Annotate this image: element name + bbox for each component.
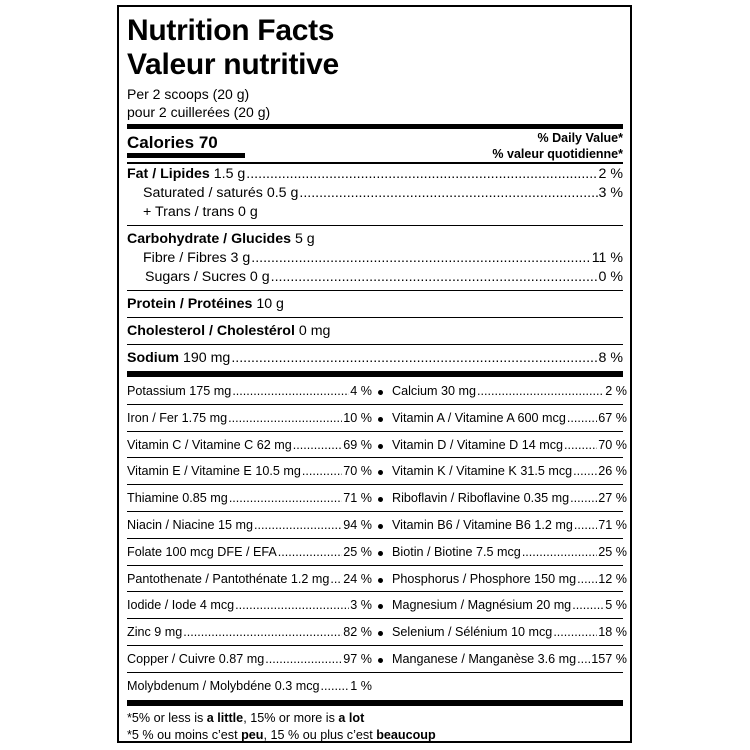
footnote-text: , 15 % ou plus c’est [263,728,377,742]
micronutrient-dv: 27 % [598,491,627,506]
leader-dots [278,545,342,559]
micronutrient-left [127,598,372,612]
leader-dots [572,598,604,612]
micronutrient-label: Iron / Fer 1.75 mg [127,410,228,425]
micronutrient-label: Phosphorus / Phosphore 150 mg [392,571,577,586]
micronutrient-label: Biotin / Biotine 7.5 mcg [392,544,521,559]
leader-dots [265,652,342,666]
micronutrient-right [392,384,627,398]
micronutrient-label: Pantothenate / Pantothénate 1.2 mg [127,571,330,586]
nutrient-dv: 8 % [598,350,623,366]
divider [127,317,623,318]
leader-dots [235,598,349,612]
micronutrient-row [127,673,623,700]
leader-dots [254,518,342,532]
nutrient-row-fat [127,166,623,182]
thick-rule-top [127,124,623,129]
nutrient-dv: 3 % [598,185,623,201]
micronutrient-dv: 12 % [598,571,627,586]
leader-dots [577,572,597,586]
leader-dots [553,625,597,639]
calories-label: Calories [127,133,195,152]
micronutrient-dv: 25 % [343,544,372,559]
nutrient-label: Saturated / saturés [143,185,263,201]
thick-rule-micros [127,371,623,377]
bullet-separator [378,658,383,663]
leader-dots [570,491,597,505]
micronutrient-dv: 25 % [598,544,627,559]
micronutrient-right [392,518,627,532]
micronutrient-dv: 94 % [343,518,372,532]
micronutrient-left [127,572,372,586]
micronutrient-row [127,619,627,646]
footnote-fr [127,727,623,744]
nutrient-amount: 3 g [230,250,251,266]
nutrient-row-sodium [127,350,623,366]
title-en: Nutrition Facts [127,14,335,47]
leader-dots [231,350,597,366]
micronutrient-label: Copper / Cuivre 0.87 mg [127,652,265,666]
micronutrient-row [127,378,627,405]
micronutrient-dv: 24 % [343,571,372,586]
micronutrient-dv: 4 % [350,384,372,398]
micronutrient-left [127,491,372,505]
leader-dots [293,438,343,452]
micronutrient-label: Vitamin K / Vitamine K 31.5 mcg [392,464,573,479]
calories-line [127,133,218,153]
micronutrient-label: Vitamin A / Vitamine A 600 mcg [392,410,566,425]
micronutrient-label: Vitamin D / Vitamine D 14 mcg [392,437,564,452]
nutrient-dv: 11 % [591,250,623,266]
micronutrient-label: Potassium 175 mg [127,384,232,398]
leader-dots [330,572,342,586]
serving-en: Per 2 scoops (20 g) [127,86,250,102]
footnote-emphasis: a little [206,711,244,725]
micronutrient-label: Selenium / Sélénium 10 mcg [392,625,553,640]
nutrient-label: + Trans / trans [143,204,235,220]
micronutrient-right [392,652,627,666]
micronutrient-label: Vitamin C / Vitamine C 62 mg [127,437,292,452]
micronutrient-label: Manganese / Manganèse 3.6 mg [392,652,577,666]
micronutrient-dv: 67 % [598,410,627,425]
bullet-separator [378,444,383,449]
micronutrient-dv: 70 % [598,437,627,452]
nutrient-label: Cholesterol / Cholestérol [127,323,295,339]
micronutrient-label: Calcium 30 mg [392,384,476,398]
micronutrient-dv: 26 % [598,464,627,479]
footnote-emphasis: beaucoup [376,728,436,742]
micronutrient-right [392,411,627,425]
micronutrient-label: Molybdenum / Molybdéne 0.3 mcg [127,678,320,693]
bullet-separator [378,390,383,395]
nutrient-row-saturated [127,185,623,201]
micronutrient-right [392,491,627,505]
leader-dots [229,491,342,505]
micronutrient-row [127,405,627,432]
bullet-separator [378,631,383,636]
nutrient-row-trans [127,204,623,220]
leader-dots [246,166,597,182]
micronutrient-right [392,438,627,452]
leader-dots [477,384,604,398]
footnote-emphasis: a lot [338,711,365,725]
micronutrient-label: Thiamine 0.85 mg [127,491,228,506]
bullet-separator [378,604,383,609]
leader-dots [302,464,342,478]
micronutrient-right [392,572,627,586]
nutrient-amount: 10 g [256,296,284,312]
nutrition-facts-panel [117,5,632,743]
bullet-separator [378,470,383,475]
dv-header-fr: % valeur quotidienne* [492,147,623,161]
bullet-separator [378,417,383,422]
micronutrient-right [392,598,627,612]
micronutrient-left [127,625,372,639]
micronutrient-dv: 2 % [605,384,627,398]
leader-dots [251,250,590,266]
footnote-text: *5 % ou moins c’est [127,728,242,742]
nutrient-dv: 2 % [598,166,623,182]
micronutrient-label: Zinc 9 mg [127,625,183,640]
footnote-text: , 15% or more is [243,711,339,725]
micronutrient-left [127,464,372,478]
micronutrient-row [127,432,627,459]
nutrient-label: Carbohydrate / Glucides [127,231,291,247]
footnote-en [127,710,623,727]
nutrient-amount: 0 g [249,269,270,285]
leader-dots [321,679,350,693]
footnote-emphasis: peu [241,728,264,742]
leader-dots [271,269,598,285]
divider [127,290,623,291]
thick-rule-bottom [127,700,623,706]
micronutrient-dv: 71 % [343,491,372,506]
micronutrient-dv: 70 % [343,464,372,479]
micronutrient-dv: 97 % [343,652,372,666]
leader-dots [228,411,342,425]
micronutrient-left [127,438,372,452]
nutrient-amount: 190 mg [182,350,231,366]
nutrient-amount: 5 g [294,231,315,247]
micronutrient-dv: 71 % [598,518,627,532]
calories-underline [127,153,245,158]
micronutrient-dv: 69 % [343,437,372,452]
micronutrient-row [127,592,627,619]
bullet-separator [378,497,383,502]
micronutrient-dv: 157 % [591,652,627,666]
micronutrient-row [127,539,627,566]
micronutrient-row [127,458,627,485]
leader-dots [183,625,342,639]
nutrient-label: Protein / Protéines [127,296,253,312]
micronutrient-left [127,545,372,559]
bullet-separator [378,524,383,529]
nutrient-row-sugars [127,269,623,285]
leader-dots [577,652,590,666]
footnote-text: *5% or less is [127,711,207,725]
micronutrient-row [127,485,627,512]
nutrient-label: Sodium [127,350,180,366]
micronutrient-label: Iodide / Iode 4 mcg [127,598,235,613]
micronutrient-right [392,545,627,559]
nutrient-dv: 0 % [598,269,623,285]
micronutrient-label: Niacin / Niacine 15 mg [127,518,253,532]
divider [127,344,623,345]
serving-fr: pour 2 cuillerées (20 g) [127,104,271,120]
micronutrient-row [127,566,627,593]
micronutrient-right [392,464,627,478]
nutrient-amount: 0.5 g [266,185,299,201]
micronutrient-label: Vitamin E / Vitamine E 10.5 mg [127,464,301,479]
divider [127,225,623,226]
nutrient-row-cholesterol [127,323,623,339]
micronutrient-dv: 1 % [350,678,372,693]
micronutrient-left [127,411,372,425]
nutrient-label: Fat / Lipides [127,166,210,182]
micronutrient-dv: 3 % [350,598,372,613]
nutrient-row-protein [127,296,623,312]
dv-header-en: % Daily Value* [537,131,623,145]
micronutrient-left [127,384,372,398]
micronutrient-dv: 10 % [343,410,372,425]
leader-dots [574,518,597,532]
title-fr: Valeur nutritive [127,48,339,81]
micronutrient-row [127,512,627,539]
micronutrient-row [127,646,627,673]
micronutrient-left [127,679,372,693]
micronutrient-dv: 5 % [605,598,627,613]
micronutrient-dv: 82 % [343,625,372,640]
nutrient-amount: 0 mg [298,323,331,339]
micronutrient-label: Vitamin B6 / Vitamine B6 1.2 mg [392,518,573,532]
leader-dots [522,545,597,559]
leader-dots [564,438,597,452]
leader-dots [232,384,349,398]
nutrient-amount: 1.5 g [213,166,246,182]
bullet-separator [378,578,383,583]
nutrient-row-fibre [127,250,623,266]
micronutrient-right [392,625,627,639]
nutrient-label: Sugars / Sucres [145,269,246,285]
micronutrient-left [127,652,372,666]
micronutrient-dv: 18 % [598,625,627,640]
micronutrient-left [127,518,372,532]
micronutrient-label: Magnesium / Magnésium 20 mg [392,598,572,613]
leader-dots [573,464,597,478]
leader-dots [567,411,597,425]
leader-dots [299,185,597,201]
nutrient-label: Fibre / Fibres [143,250,227,266]
calories-value: 70 [198,133,218,152]
micronutrient-label: Riboflavin / Riboflavine 0.35 mg [392,491,570,506]
nutrient-amount: 0 g [238,204,258,220]
micronutrient-label: Folate 100 mcg DFE / EFA [127,544,277,559]
rule-after-calories [127,162,623,164]
nutrient-row-carbohydrate [127,231,623,247]
bullet-separator [378,551,383,556]
